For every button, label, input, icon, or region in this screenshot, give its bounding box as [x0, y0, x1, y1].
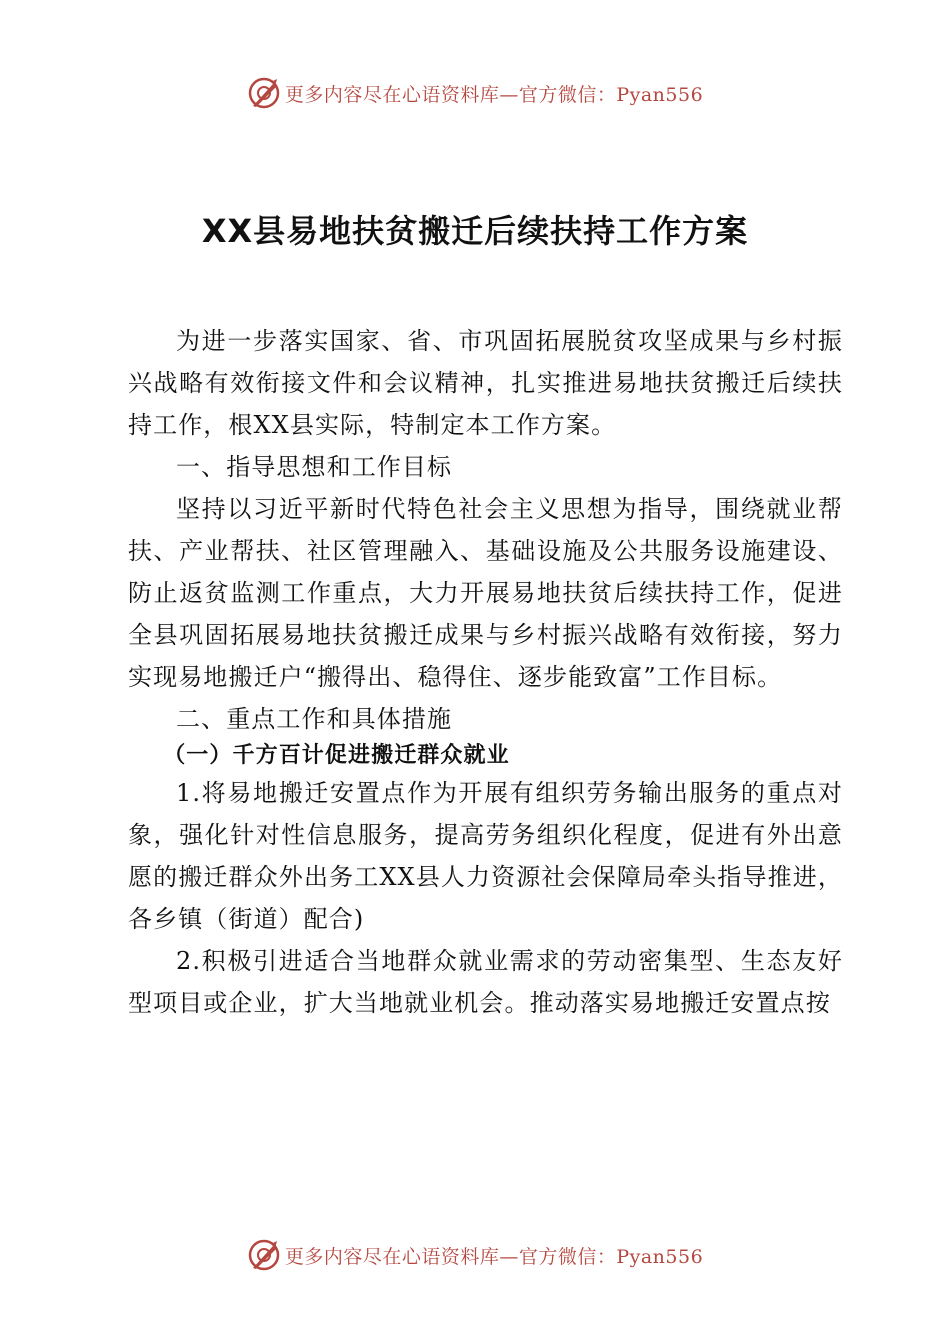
- section-heading-2: 二、重点工作和具体措施: [176, 705, 453, 733]
- section-heading-1: 一、指导思想和工作目标: [176, 453, 453, 481]
- header-banner: [0, 76, 950, 110]
- intro-paragraph: 为进一步落实国家、省、市巩固拓展脱贫攻坚成果与乡村振兴战略有效衔接文件和会议精神，扎实推进易地扶贫搬迁后续扶持工作，根XX县实际，特制定本工作方案。: [128, 327, 843, 439]
- pen-logo-icon: [247, 76, 281, 110]
- pen-logo-icon: [247, 1238, 281, 1272]
- measure-item-1: 1.将易地搬迁安置点作为开展有组织劳务输出服务的重点对象，强化针对性信息服务，提高劳务组织化程度，促进有外出意愿的搬迁群众外出务工XX县人力资源社会保障局牵头指导推进，各乡镇（街道）配合): [128, 779, 843, 933]
- document-title: XX县易地扶贫搬迁后续扶持工作方案: [201, 212, 749, 250]
- header-banner-text: 更多内容尽在心语资料库—官方微信：Pyan556: [284, 83, 704, 106]
- measure-item-2: 2.积极引进适合当地群众就业需求的劳动密集型、生态友好型项目或企业，扩大当地就业机会。推动落实易地搬迁安置点按: [128, 947, 843, 1017]
- guiding-ideology-paragraph: 坚持以习近平新时代特色社会主义思想为指导，围绕就业帮扶、产业帮扶、社区管理融入、基础设施及公共服务设施建设、防止返贫监测工作重点，大力开展易地扶贫后续扶持工作，促进全县巩固拓展易地扶贫搬迁成果与乡村振兴战略有效衔接，努力实现易地搬迁户“搬得出、稳得住、逐步能致富”工作目标。: [128, 495, 843, 691]
- footer-banner: [0, 1238, 950, 1272]
- footer-banner-text: 更多内容尽在心语资料库—官方微信：Pyan556: [284, 1245, 704, 1268]
- subsection-heading-1: （一）千方百计促进搬迁群众就业: [163, 743, 510, 768]
- document-body: [128, 320, 843, 1024]
